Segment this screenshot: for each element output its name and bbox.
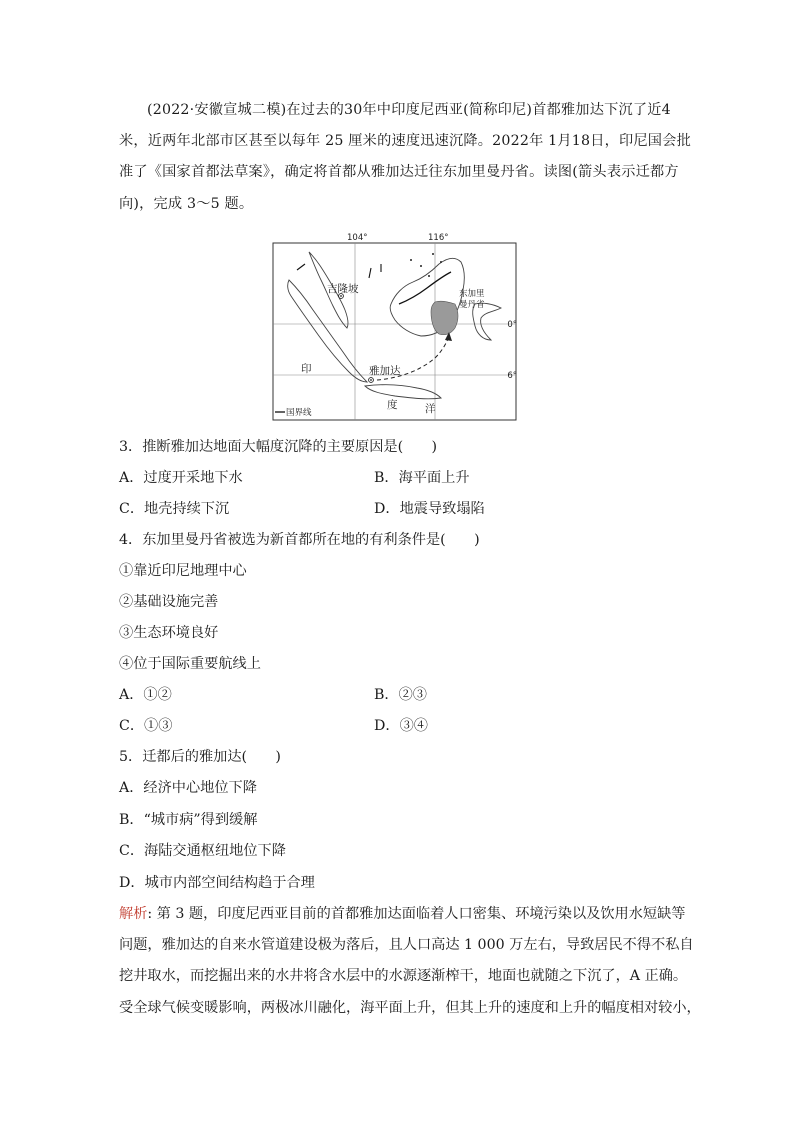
ocean-label-1: 印 <box>301 363 312 375</box>
ocean-label-3: 洋 <box>425 403 436 415</box>
island-dot <box>440 261 442 263</box>
lon-116-label: 116° <box>428 233 449 243</box>
province-label-line1: 东加里 <box>459 289 485 299</box>
kuala-lumpur-dot <box>340 295 342 297</box>
analysis-line-4: 受全球气候变暖影响，两极冰川融化，海平面上升，但其上升的速度和上升的幅度相对较小， <box>119 1000 701 1016</box>
q3-option-d: D．地震导致塌陷 <box>374 501 485 517</box>
island-dot <box>428 275 430 277</box>
analysis-line-1-text: : 第 3 题，印度尼西亚目前的首都雅加达面临着人口密集、环境污染以及饮用水短缺等 <box>147 906 686 922</box>
analysis-line-2: 问题，雅加达的自来水管道建设极为落后，且人口高达 1 000 万左右，导致居民不得不私自 <box>119 937 694 953</box>
q5-option-d: D．城市内部空间结构趋于合理 <box>119 875 315 891</box>
lat-0-label: 0° <box>507 320 517 330</box>
legend-label: 国界线 <box>286 408 312 418</box>
q4-stem: 4．东加里曼丹省被选为新首都所在地的有利条件是( ) <box>119 532 480 548</box>
island-dot <box>410 259 412 261</box>
east-kalimantan-province <box>431 301 458 335</box>
lat-6-label: 6° <box>507 371 517 381</box>
q4-option-c: C．①③ <box>119 718 173 734</box>
indonesia-map <box>271 232 519 422</box>
q5-option-a: A．经济中心地位下降 <box>119 780 257 796</box>
q5-option-b: B．“城市病”得到缓解 <box>119 812 258 828</box>
intro-line-2: 米，近两年北部市区甚至以每年 25 厘米的速度迅速沉降。2022年 1月18日，印尼国会批 <box>119 133 691 149</box>
q4-statement-2: ②基础设施完善 <box>119 594 219 610</box>
analysis-line-3: 挖井取水，而挖掘出来的水井将含水层中的水源逐渐榨干，地面也就随之下沉了，A 正确。 <box>119 968 688 984</box>
island-dot <box>420 265 422 267</box>
q4-option-d: D．③④ <box>374 718 428 734</box>
analysis-label: 解析 <box>119 906 148 922</box>
province-label-line2: 曼丹省 <box>459 300 485 310</box>
q5-stem: 5．迁都后的雅加达( ) <box>119 749 281 765</box>
analysis-line-1 <box>119 904 685 924</box>
q5-option-c: C．海陆交通枢纽地位下降 <box>119 843 286 859</box>
ocean-label-2: 度 <box>387 399 398 411</box>
q4-statement-1: ①靠近印尼地理中心 <box>119 563 247 579</box>
intro-line-1: (2022·安徽宣城二模)在过去的30年中印度尼西亚(简称印尼)首都雅加达下沉了近4 <box>147 102 671 118</box>
q4-option-a: A．①② <box>119 687 172 703</box>
q4-statement-4: ④位于国际重要航线上 <box>119 656 261 672</box>
q3-option-a: A．过度开采地下水 <box>119 470 243 486</box>
island-dot <box>432 253 434 255</box>
jakarta-label: 雅加达 <box>369 365 401 377</box>
lon-104-label: 104° <box>347 233 368 243</box>
jakarta-dot <box>370 379 372 381</box>
q4-statement-3: ③生态环境良好 <box>119 625 219 641</box>
intro-line-4: 向)，完成 3～5 题。 <box>119 196 254 212</box>
q3-stem: 3．推断雅加达地面大幅度沉降的主要原因是( ) <box>119 439 438 455</box>
q3-option-c: C．地壳持续下沉 <box>119 501 230 517</box>
q3-option-b: B．海平面上升 <box>374 470 470 486</box>
kuala-lumpur-label: 吉隆坡 <box>327 283 359 295</box>
q4-option-b: B．②③ <box>374 687 427 703</box>
intro-line-3: 准了《国家首都法草案》，确定将首都从雅加达迁往东加里曼丹省。读图(箭头表示迁都方 <box>119 164 679 180</box>
